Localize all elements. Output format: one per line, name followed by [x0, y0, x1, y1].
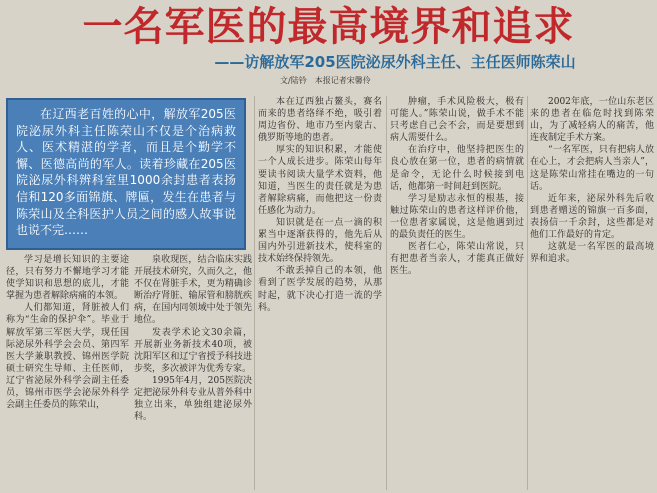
body-column-1 [6, 254, 129, 490]
paragraph: 这就是一名军医的最高境界和追求。 [530, 242, 654, 265]
summary-box [6, 98, 246, 250]
paragraph: 发表学术论文30余篇，开展新业务新技术40项，被沈阳军区和辽宁省授予科技进步奖，多次被评为优秀专家。 [134, 327, 252, 374]
paragraph: 近年来，泌尿外科先后收到患者赠送的锦旗一百多面，表扬信一千余封，这些都是对他们工作最好的肯定。 [530, 193, 654, 241]
paragraph: “一名军医，只有把病人放在心上，才会把病人当亲人”，这是陈荣山常挂在嘴边的一句话。 [530, 145, 654, 192]
column-divider [527, 96, 528, 490]
paragraph: 医者仁心，陈荣山常说，只有把患者当亲人，才能真正做好医生。 [390, 242, 524, 277]
paragraph: 学习是励志永恒的根基，接触过陈荣山的患者这样评价他，一位患者家属说，这是他遇到过的最负责任的医生。 [390, 193, 524, 241]
column-divider [254, 96, 255, 490]
article-title: 一名军医的最高境界和追求 [82, 4, 575, 50]
article-subtitle: ——访解放军205医院泌尿外科主任、主任医师陈荣山 [214, 53, 576, 71]
byline: 文/陆钤 本报记者宋馨伶 [280, 76, 371, 85]
body-column-5 [530, 96, 654, 490]
paragraph: 本在辽西独占鳌头，赛名而来的患者络绎不绝，吸引着周边省份、地市乃至内蒙古、俄罗斯等地的患者。 [258, 97, 382, 144]
paragraph: 人们都知道，肾脏被人们称为“生命的保护伞”。毕业于解放军第三军医大学，现任国际泌尿外科学会会员、第四军医大学兼职教授、锦州医学院硕士研究生导师、主任医师，辽宁省泌尿外科学会副主任委员，锦州市医学会泌尿外科学会副主任委员的陈荣山， [6, 303, 129, 411]
paragraph: 知识就是在一点一滴的积累当中逐渐获得的，他先后从国内外引进新技术，使科室的技术始终保持领先。 [258, 217, 382, 265]
summary-text: 在辽西老百姓的心中，解放军205医院泌尿外科主任陈荣山不仅是个治病救人、医术精湛的学者，而且是个勤学不懈、医德高尚的军人。读着珍藏在205医院泌尿外科辨科室里1000余封患者表扬信和120多面锦旗、牌匾，发生在患者与陈荣山及全科医护人员之间的感人故事说也说不完…… [16, 107, 236, 238]
paragraph: 不敢丢掉自己的本领，他看到了医学发展的趋势，从那时起，就下决心打造一流的学科。 [258, 266, 382, 313]
paragraph: 肿瘤，手术风险极大，极有可能人。”陈荣山说，做手术不能只考虑自己会不会，而是要想到病人需要什么。 [390, 97, 524, 144]
body-column-3 [258, 96, 382, 490]
body-column-2 [134, 254, 252, 490]
paragraph: 2002年底，一位山东老区来的患者在临危时找到陈荣山，为了减轻病人的痛苦，他连夜制定手术方案。 [530, 97, 654, 144]
body-column-4 [390, 96, 524, 490]
column-divider [386, 96, 387, 490]
paragraph: 厚实的知识积累，才能使一个人成长进步。陈荣山每年要读书阅读大量学术资料，他知道，当医生的责任就是为患者解除病痛，而他把这一份责任感化为动力。 [258, 145, 382, 216]
paragraph: 在治疗中，他坚持把医生的良心放在第一位，患者的病情就是命令，无论什么时候接到电话，他都第一时间赶到医院。 [390, 145, 524, 192]
paragraph: 泉收现医，结合临床实践开展技术研究，久而久之，他不仅在肾脏手术，更为精确诊断治疗肾脏、输尿管和膀胱疾病，在国内同领域中处于领先地位。 [134, 255, 252, 326]
paragraph: 1995年4月，205医院决定把泌尿外科专业从普外科中独立出来，单独组建泌尿外科。 [134, 375, 252, 423]
paragraph: 学习是增长知识的主要途径，只有努力不懈地学习才能使学知识和思想的底儿，才能掌握为患者解除病痛的本领。 [6, 255, 129, 302]
